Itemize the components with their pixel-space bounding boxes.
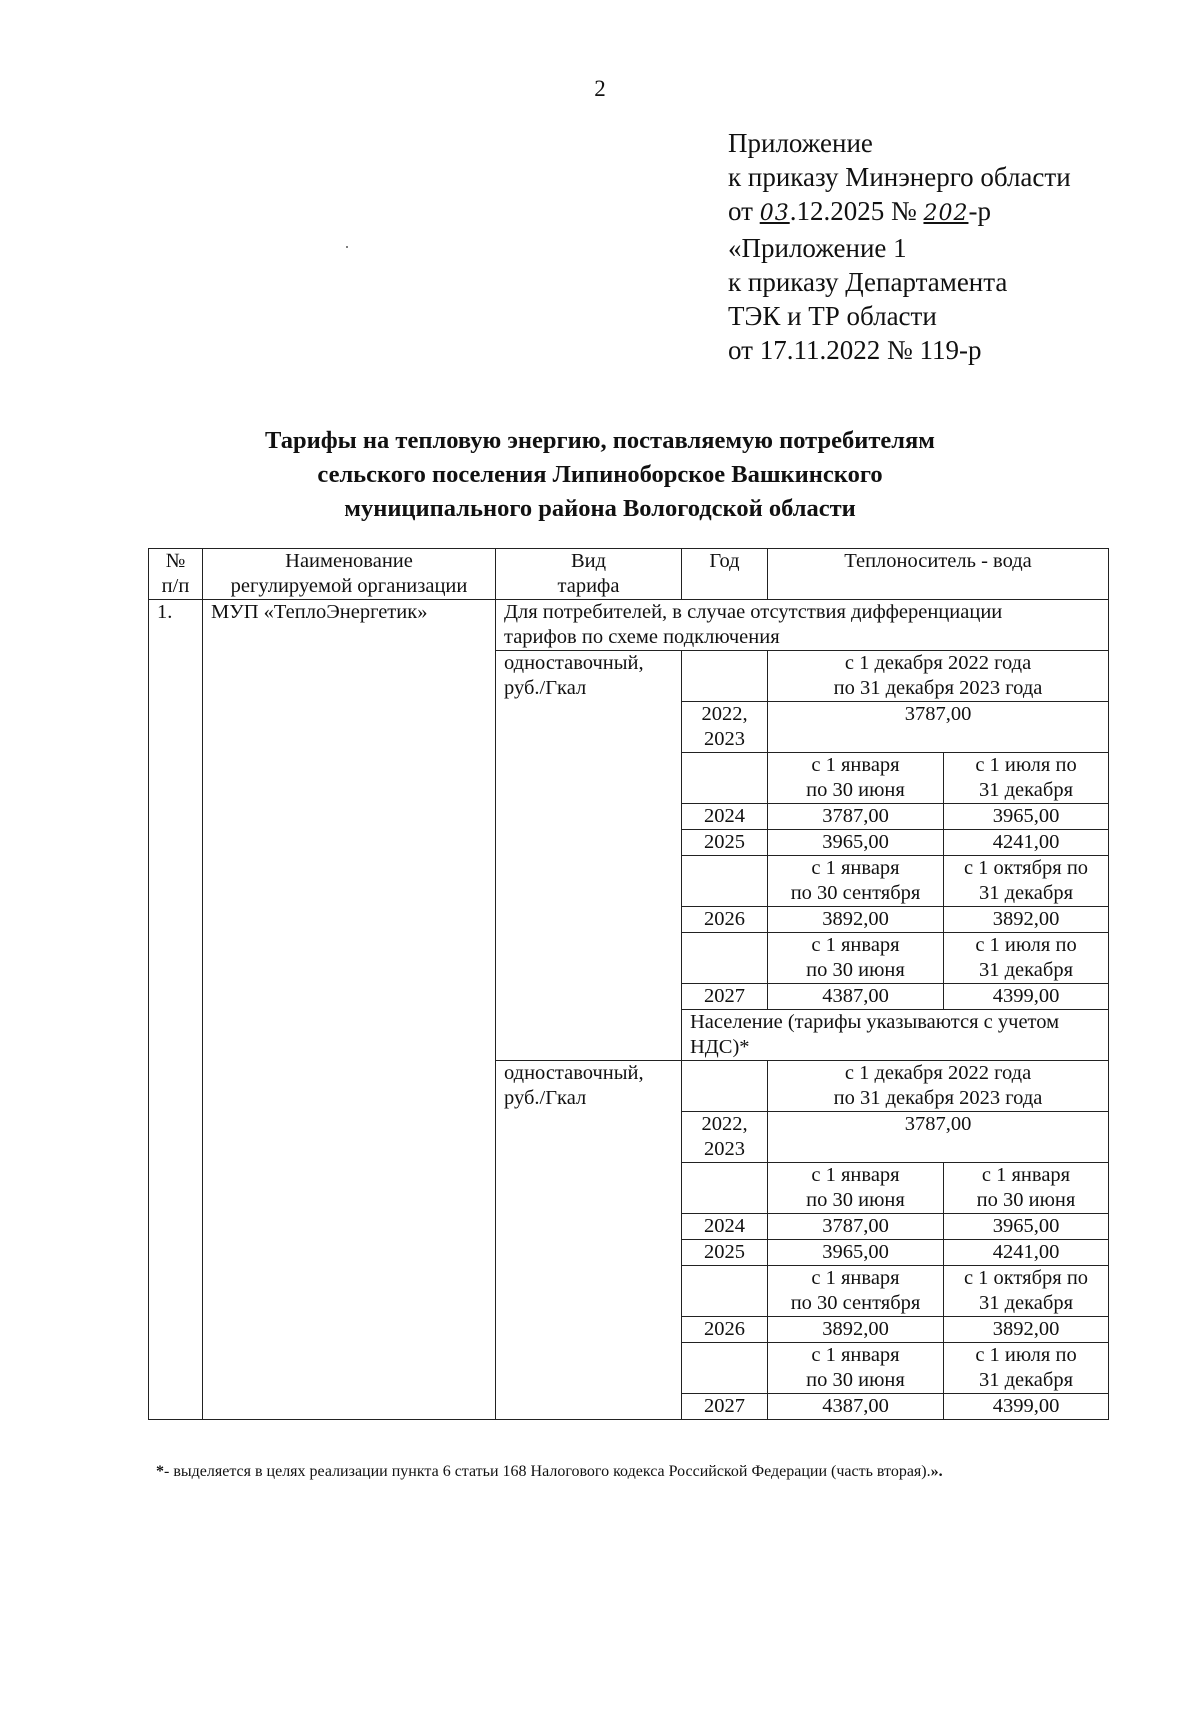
footnote-text: - выделяется в целях реализации пункта 6 статьи 168 Налогового кодекса Российской Федерации (часть вторая).	[164, 1463, 931, 1480]
tariff-value: 3965,00	[944, 1214, 1109, 1240]
year-cell: 2022, 2023	[682, 702, 768, 753]
year-cell: 2027	[682, 984, 768, 1010]
handwritten-order-number: 202	[923, 201, 969, 226]
year-cell: 2022, 2023	[682, 1112, 768, 1163]
appendix-line: «Приложение 1	[728, 233, 907, 263]
period-header: с 1 декабря 2022 года по 31 декабря 2023 года	[768, 651, 1109, 702]
consumer-group: Население (тарифы указываются с учетом НДС)*	[682, 1010, 1109, 1061]
tariff-value: 3892,00	[768, 907, 944, 933]
period-header: с 1 января по 30 июня	[944, 1163, 1109, 1214]
tariff-type: одноставочный, руб./Гкал	[496, 1061, 682, 1420]
year-cell-empty	[682, 933, 768, 984]
header-heat-carrier: Теплоноситель - вода	[768, 549, 1109, 600]
table-row	[149, 600, 1109, 651]
tariff-value: 4241,00	[944, 830, 1109, 856]
tariff-type: одноставочный, руб./Гкал	[496, 651, 682, 1061]
period-header: с 1 июля по 31 декабря	[944, 1343, 1109, 1394]
tariff-value: 3787,00	[768, 702, 1109, 753]
tariff-table	[148, 548, 1109, 1420]
header-year: Год	[682, 549, 768, 600]
title-line: Тарифы на тепловую энергию, поставляемую потребителям	[265, 427, 935, 454]
tariff-value: 4399,00	[944, 1394, 1109, 1420]
year-cell-empty	[682, 1061, 768, 1112]
year-cell: 2027	[682, 1394, 768, 1420]
appendix-line: ТЭК и ТР области	[728, 301, 937, 331]
tariff-value: 3965,00	[768, 1240, 944, 1266]
consumer-group: Для потребителей, в случае отсутствия дифференциации тарифов по схеме подключения	[496, 600, 1109, 651]
appendix-order-prefix: от	[728, 196, 760, 226]
tariff-value: 3787,00	[768, 1214, 944, 1240]
appendix-order-suffix: -р	[968, 196, 991, 226]
document-title	[140, 424, 1060, 526]
year-cell: 2024	[682, 804, 768, 830]
tariff-value: 4399,00	[944, 984, 1109, 1010]
appendix-line: к приказу Минэнерго области	[728, 162, 1071, 192]
period-header: с 1 января по 30 сентября	[768, 856, 944, 907]
year-cell: 2026	[682, 907, 768, 933]
period-header: с 1 января по 30 июня	[768, 1343, 944, 1394]
tariff-value: 3892,00	[944, 907, 1109, 933]
year-cell-empty	[682, 856, 768, 907]
tariff-value: 3787,00	[768, 804, 944, 830]
period-header: с 1 июля по 31 декабря	[944, 933, 1109, 984]
appendix-line: Приложение	[728, 128, 873, 158]
tariff-value: 3787,00	[768, 1112, 1109, 1163]
period-header: с 1 января по 30 сентября	[768, 1266, 944, 1317]
appendix-line: к приказу Департамента	[728, 267, 1008, 297]
period-header: с 1 июля по 31 декабря	[944, 753, 1109, 804]
page-number: 2	[594, 76, 606, 101]
appendix-order-date: .12.2025 №	[789, 196, 924, 226]
year-cell-empty	[682, 651, 768, 702]
period-header: с 1 января по 30 июня	[768, 1163, 944, 1214]
tariff-value: 3892,00	[768, 1317, 944, 1343]
tariff-value: 4241,00	[944, 1240, 1109, 1266]
year-cell: 2025	[682, 1240, 768, 1266]
year-cell: 2026	[682, 1317, 768, 1343]
period-header: с 1 октября по 31 декабря	[944, 1266, 1109, 1317]
tariff-value: 4387,00	[768, 1394, 944, 1420]
row-number: 1.	[149, 600, 203, 1420]
period-header: с 1 декабря 2022 года по 31 декабря 2023 года	[768, 1061, 1109, 1112]
footnote	[156, 1463, 943, 1481]
tariff-value: 3965,00	[944, 804, 1109, 830]
appendix-block	[728, 126, 1071, 367]
handwritten-day: 03	[759, 201, 790, 226]
tariff-value: 3965,00	[768, 830, 944, 856]
organization-name: МУП «ТеплоЭнергетик»	[203, 600, 496, 1420]
scan-speck	[346, 246, 348, 248]
period-header: с 1 октября по 31 декабря	[944, 856, 1109, 907]
appendix-order-line	[728, 194, 1071, 231]
header-num: № п/п	[149, 549, 203, 600]
tariff-value: 3892,00	[944, 1317, 1109, 1343]
appendix-line: от 17.11.2022 № 119-р	[728, 335, 982, 365]
footnote-end: ».	[930, 1463, 943, 1480]
year-cell-empty	[682, 753, 768, 804]
year-cell: 2025	[682, 830, 768, 856]
year-cell-empty	[682, 1343, 768, 1394]
footnote-star: *	[156, 1463, 164, 1480]
tariff-value: 4387,00	[768, 984, 944, 1010]
period-header: с 1 января по 30 июня	[768, 753, 944, 804]
header-tariff-type: Вид тарифа	[496, 549, 682, 600]
year-cell-empty	[682, 1163, 768, 1214]
year-cell: 2024	[682, 1214, 768, 1240]
title-line: муниципального района Вологодской области	[344, 495, 856, 522]
title-line: сельского поселения Липиноборское Вашкинского	[317, 461, 883, 488]
period-header: с 1 января по 30 июня	[768, 933, 944, 984]
header-organization: Наименование регулируемой организации	[203, 549, 496, 600]
table-header-row	[149, 549, 1109, 600]
year-cell-empty	[682, 1266, 768, 1317]
